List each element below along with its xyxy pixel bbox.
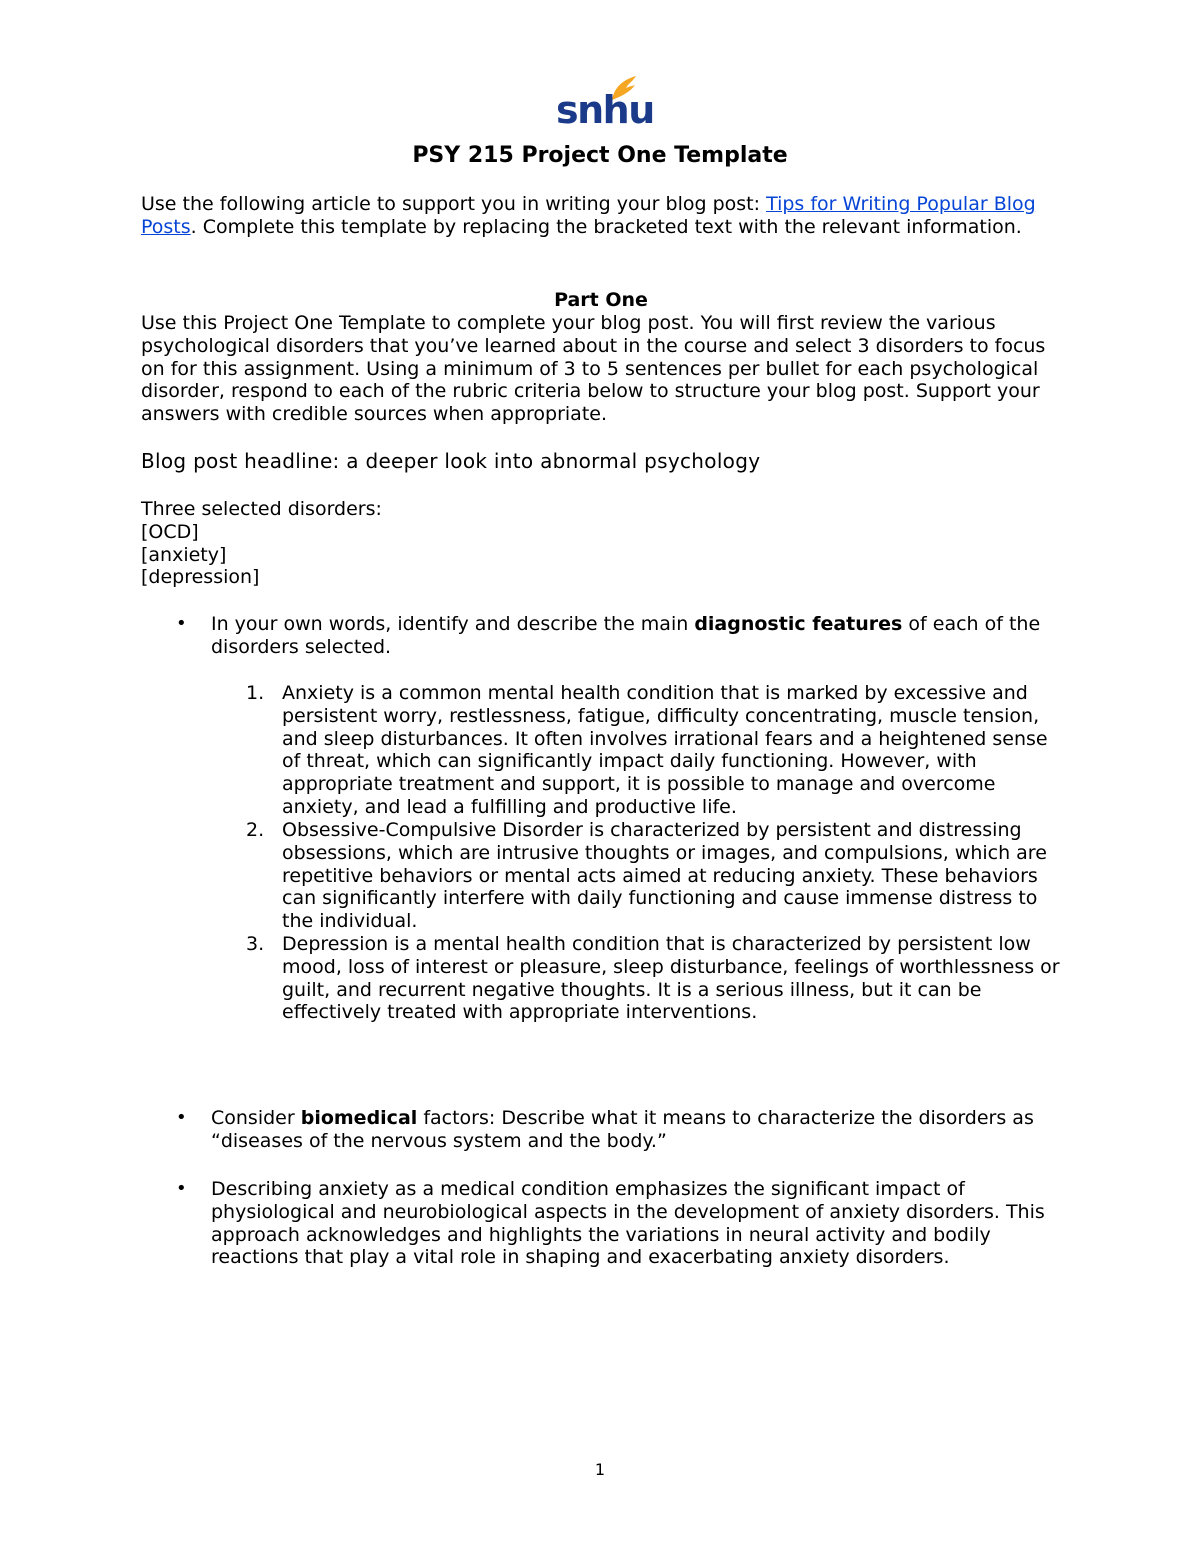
- list-number: 2.: [246, 819, 265, 841]
- disorders-label: Three selected disorders:: [141, 498, 382, 520]
- list-number: 1.: [246, 682, 265, 704]
- disorder-item: [depression]: [141, 566, 260, 589]
- document-title: PSY 215 Project One Template: [412, 143, 788, 168]
- page-number: 1: [594, 1460, 606, 1479]
- bullet1-before: In your own words, identify and describe the main: [211, 613, 695, 635]
- bullet1-bold: diagnostic features: [694, 613, 903, 635]
- bullet-diagnostic-features: [211, 613, 1061, 659]
- part-one-paragraph: Use this Project One Template to complete your blog post. You will first review the various psychological disorders that you’ve learned about in the course and select 3 disorders to focus on for this assignment. Using a minimum of 3 to 5 sentences per bullet for each psychological disorder, respond to each of the rubric criteria below to structure your blog post. Support your answers with credible sources when appropriate.: [141, 312, 1046, 426]
- tips-article-link[interactable]: Tips for Writing Popular Blog Posts: [141, 193, 1036, 238]
- blog-headline: Blog post headline: a deeper look into abnormal psychology: [141, 449, 761, 473]
- bullet-anxiety-medical: Describing anxiety as a medical condition emphasizes the significant impact of physiological and neurobiological aspects in the development of anxiety disorders. This approach acknowledges and highlights the variations in neural activity and bodily reactions that play a vital role in shaping and exacerbating anxiety disorders.: [211, 1178, 1045, 1269]
- disorders-list: [141, 498, 1061, 589]
- bullet1-after: of each of the disorders selected.: [211, 613, 1041, 658]
- bullet2-before: Consider: [211, 1107, 301, 1129]
- list-item-depression: Depression is a mental health condition that is characterized by persistent low mood, loss of interest or pleasure, sleep disturbance, feelings of worthlessness or guilt, and recurrent negative thoughts. It is a serious illness, but it can be effectively treated with appropriate interventions.: [282, 933, 1060, 1024]
- bullet-glyph: •: [176, 1107, 187, 1128]
- disorder-item: [OCD]: [141, 520, 199, 543]
- snhu-logo: [556, 74, 654, 134]
- list-number: 3.: [246, 933, 265, 955]
- intro-text-before: Use the following article to support you in writing your blog post:: [141, 193, 767, 215]
- intro-text-after: . Complete this template by replacing the bracketed text with the relevant information.: [190, 215, 1022, 238]
- disorder-item: [anxiety]: [141, 543, 227, 566]
- list-item-anxiety: Anxiety is a common mental health condition that is marked by excessive and persistent worry, restlessness, fatigue, difficulty concentrating, muscle tension, and sleep disturbances. It often involves irrational fears and a heightened sense of threat, which can significantly impact daily functioning. However, with appropriate treatment and support, it is possible to manage and overcome anxiety, and lead a fulfilling and productive life.: [282, 682, 1048, 818]
- bullet-glyph: •: [176, 1178, 187, 1199]
- bullet-biomedical-factors: [211, 1107, 1061, 1153]
- part-one-heading: Part One: [554, 289, 648, 311]
- bullet2-after: factors: Describe what it means to characterize the disorders as “diseases of the nervous system and the body.”: [211, 1107, 1034, 1152]
- bullet2-bold: biomedical: [300, 1107, 418, 1129]
- intro-paragraph: [141, 193, 1061, 239]
- logo-wordmark: snhu: [556, 88, 654, 132]
- list-item-ocd: Obsessive-Compulsive Disorder is characterized by persistent and distressing obsessions, which are intrusive thoughts or images, and compulsions, which are repetitive behaviors or mental acts aimed at reducing anxiety. These behaviors can significantly interfere with daily functioning and cause immense distress to the individual.: [282, 819, 1047, 933]
- bullet-glyph: •: [176, 613, 187, 634]
